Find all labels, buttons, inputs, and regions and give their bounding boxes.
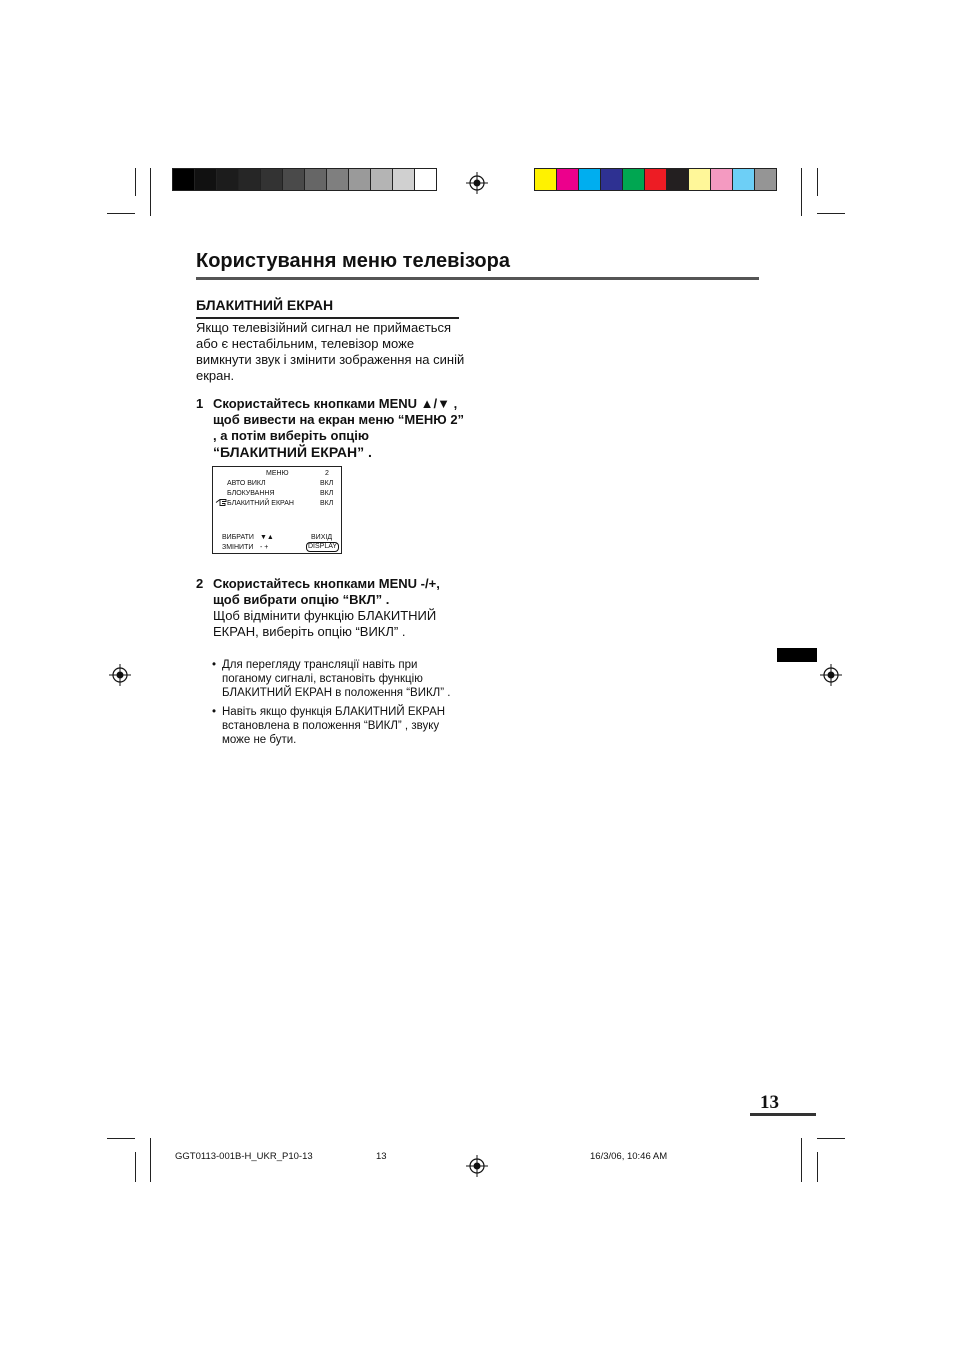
osd-page: 2 (325, 470, 329, 477)
color-swatch (393, 169, 415, 190)
step-text (213, 396, 466, 461)
notes-list (212, 658, 462, 752)
color-swatch (623, 169, 645, 190)
step-text-b: “БЛАКИТНИЙ ЕКРАН” . (213, 444, 372, 460)
color-swatch (579, 169, 601, 190)
page-title: Користування меню телевізора (196, 250, 510, 272)
page-number-rule (750, 1113, 816, 1116)
color-swatch (239, 169, 261, 190)
color-swatch (173, 169, 195, 190)
registration-mark-icon (466, 1155, 488, 1177)
crop-mark (150, 168, 151, 216)
osd-row-value: ВКЛ (320, 490, 334, 497)
registration-mark-icon (820, 664, 842, 686)
osd-title: МЕНЮ (266, 470, 289, 477)
footer-date: 16/3/06, 10:46 AM (590, 1151, 668, 1162)
color-swatch (195, 169, 217, 190)
step-number: 2 (196, 576, 204, 591)
osd-row-value: ВКЛ (320, 480, 334, 487)
color-swatch (305, 169, 327, 190)
osd-menu-illustration (212, 466, 342, 554)
color-swatch (755, 169, 776, 190)
pointing-hand-icon (215, 498, 227, 507)
color-swatch (557, 169, 579, 190)
step-text: Щоб відмінити функцію БЛАКИТНИЙ ЕКРАН, виберіть опцію “ВИКЛ” . (213, 608, 437, 639)
osd-row-label: БЛОКУВАННЯ (227, 490, 275, 497)
step-text-a: Скористайтесь кнопками MENU ▲/▼ , щоб вивести на екран меню “МЕНЮ 2” , а потім виберіть опцію (213, 396, 465, 443)
color-swatch (349, 169, 371, 190)
osd-change-keys: - + (260, 544, 269, 551)
section-intro: Якщо телевізійний сигнал не приймається або є нестабільним, телевізор може вимкнути звук і змінити зображення на синій екран. (196, 320, 465, 383)
registration-mark-icon (466, 172, 488, 194)
color-bar (534, 168, 777, 191)
osd-row-label: БЛАКИТНИЙ ЕКРАН (227, 500, 294, 507)
note-text: Для перегляду трансляції навіть при поганому сигналі, встановіть функцію БЛАКИТНИЙ ЕКРАН в положення “ВИКЛ” . (222, 659, 451, 699)
color-swatch (667, 169, 689, 190)
osd-change-label: ЗМІНИТИ (222, 544, 254, 551)
crop-mark (801, 1138, 802, 1182)
color-swatch (371, 169, 393, 190)
osd-row-value: ВКЛ (320, 500, 334, 507)
color-swatch (415, 169, 436, 190)
section-tab (777, 648, 817, 662)
color-swatch (711, 169, 733, 190)
crop-mark (107, 213, 135, 214)
crop-mark (135, 1152, 136, 1182)
color-swatch (283, 169, 305, 190)
page-number: 13 (760, 1092, 779, 1113)
color-swatch (601, 169, 623, 190)
list-item (212, 705, 462, 747)
crop-mark (817, 213, 845, 214)
color-swatch (327, 169, 349, 190)
color-swatch (645, 169, 667, 190)
color-swatch (535, 169, 557, 190)
osd-select-label: ВИБРАТИ (222, 534, 254, 541)
bullet-icon: • (212, 659, 217, 671)
crop-mark (801, 168, 802, 216)
list-item (212, 658, 462, 700)
section-heading: БЛАКИТНИЙ ЕКРАН (196, 297, 334, 313)
section-rule (196, 317, 459, 319)
crop-mark (135, 168, 136, 196)
crop-mark (817, 1138, 845, 1139)
osd-select-keys: ▼▲ (260, 534, 274, 541)
grayscale-bar (172, 168, 437, 191)
bullet-icon: • (212, 706, 217, 718)
osd-exit-key: DISPLAY (308, 543, 338, 550)
registration-mark-icon (109, 664, 131, 686)
color-swatch (689, 169, 711, 190)
crop-mark (150, 1138, 151, 1182)
step-text-bold: Скористайтесь кнопками MENU -/+, щоб вибрати опцію “ВКЛ” . (213, 576, 440, 607)
color-swatch (217, 169, 239, 190)
crop-mark (107, 1138, 135, 1139)
step-1 (196, 396, 466, 461)
osd-row-label: АВТО ВИКЛ (227, 480, 266, 487)
step-2 (196, 576, 466, 640)
color-swatch (733, 169, 755, 190)
note-text: Навіть якщо функція БЛАКИТНИЙ ЕКРАН встановлена в положення “ВИКЛ” , звуку може не бути. (222, 706, 446, 746)
crop-mark (817, 1152, 818, 1182)
color-swatch (261, 169, 283, 190)
title-rule (196, 277, 759, 280)
footer-file: GGT0113-001B-H_UKR_P10-13 (175, 1151, 313, 1162)
crop-mark (817, 168, 818, 196)
step-number: 1 (196, 396, 204, 411)
osd-exit-label: ВИХІД (311, 534, 333, 541)
footer-page: 13 (376, 1151, 387, 1162)
